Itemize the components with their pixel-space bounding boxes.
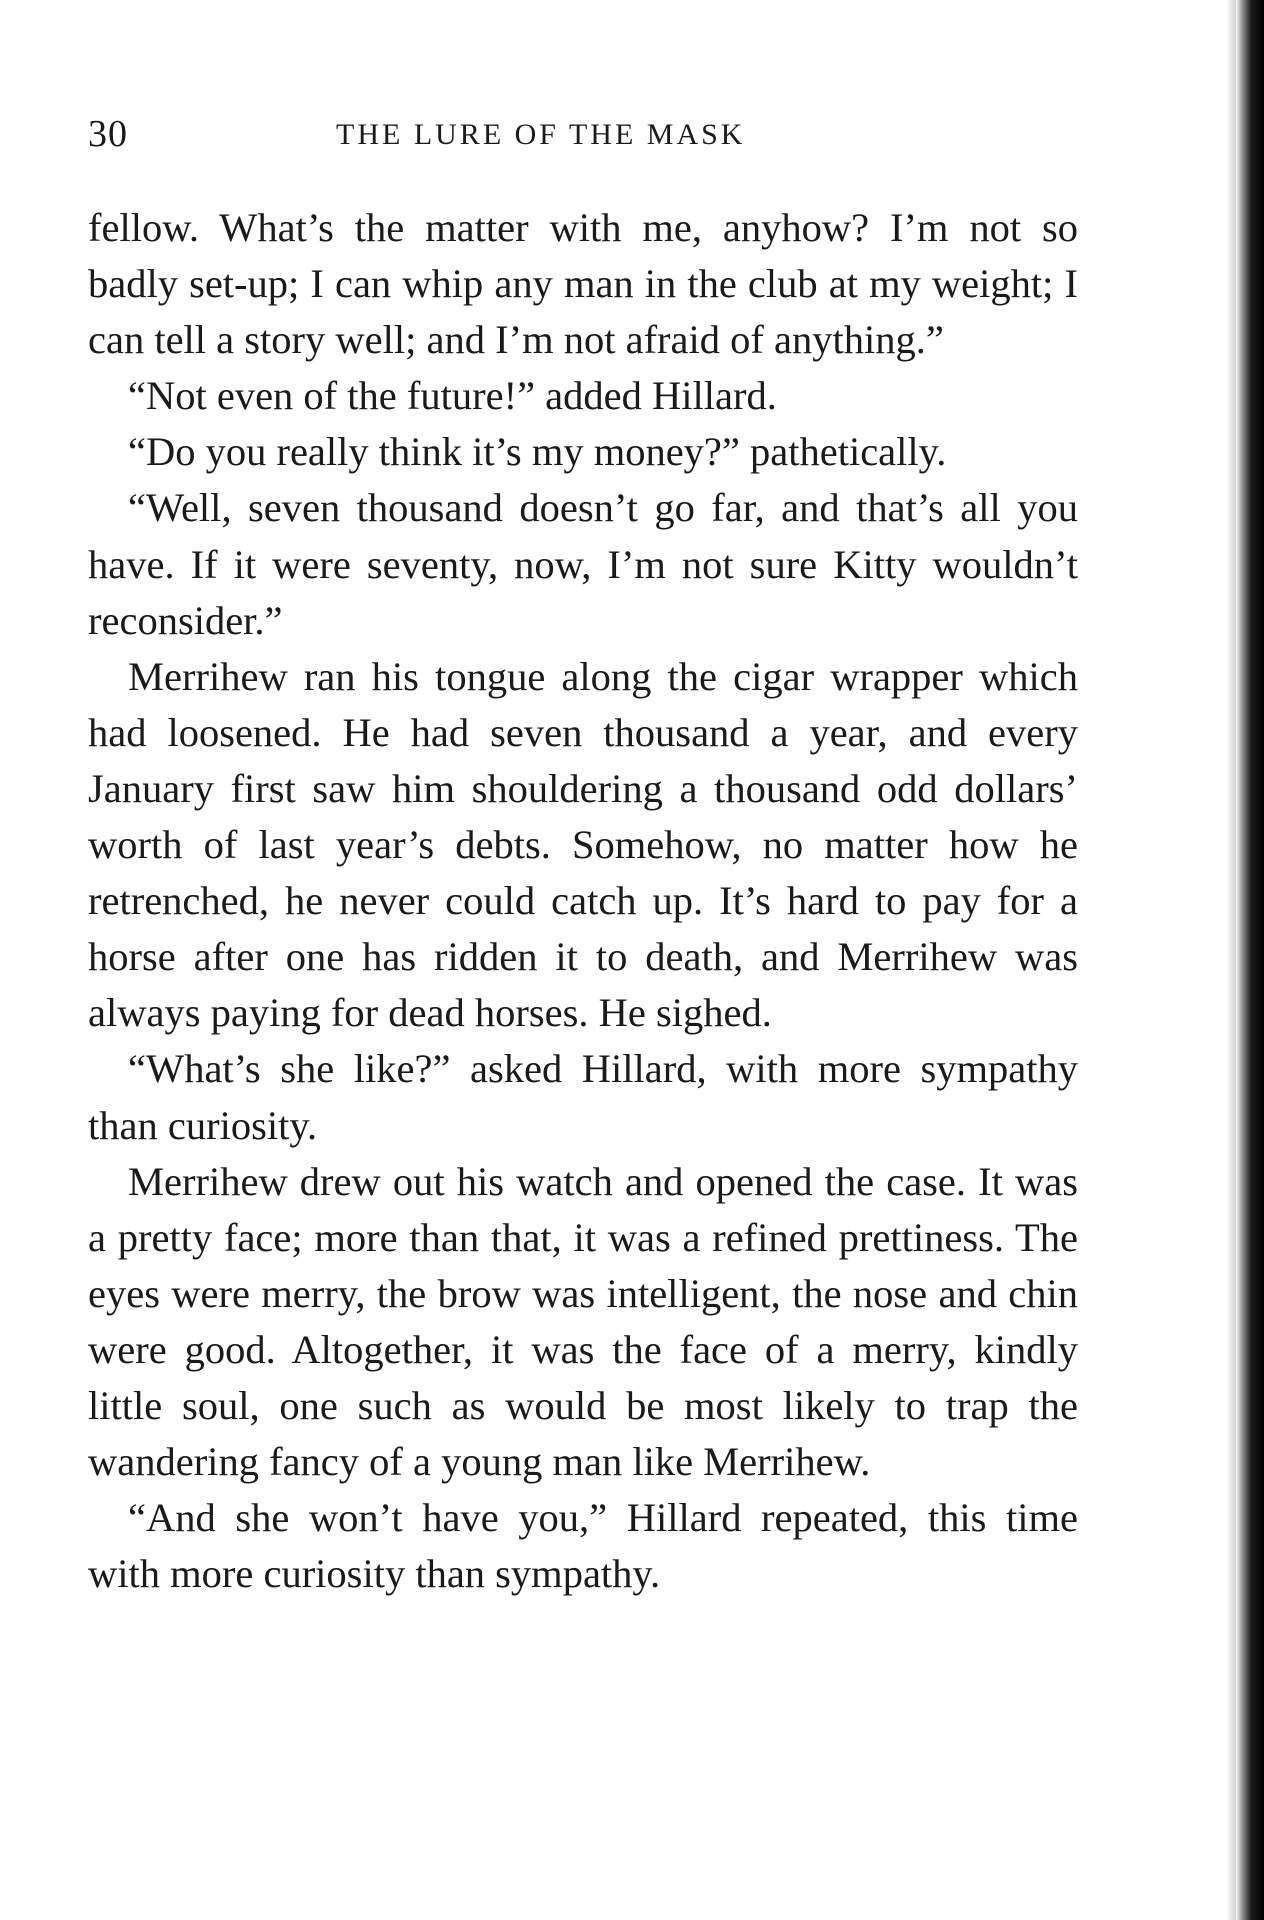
paragraph: Merrihew drew out his watch and opened the case. It was a pretty face; more than that, it was a refined prettiness. The eyes were merry, the brow was intelligent, the nose and chin were good. Altogether, it was the face of a merry, kindly little soul, one such as would be most likely to trap the wandering fancy of a young man like Merrihew. <box>88 1158 1078 1485</box>
page-edge-bar <box>1236 0 1264 1920</box>
paragraph: “Well, seven thousand doesn’t go far, and that’s all you have. If it were seventy, now, I’m not sure Kitty wouldn’t reconsider.” <box>88 485 1078 643</box>
page-number: 30 <box>88 113 128 155</box>
running-title: THE LURE OF THE MASK <box>336 118 746 151</box>
body-text <box>88 200 1078 1602</box>
paragraph: “What’s she like?” asked Hillard, with more sympathy than curiosity. <box>88 1046 1078 1148</box>
page-gutter-shadow <box>1226 0 1236 1920</box>
paragraph: Merrihew ran his tongue along the cigar wrapper which had loosened. He had seven thousand a year, and every January first saw him shouldering a thousand odd dollars’ worth of last year’s debts. Somehow, no matter how he retrenched, he never could catch up. It’s hard to pay for a horse after one has ridden it to death, and Merrihew was always paying for dead horses. He sighed. <box>88 653 1078 1036</box>
paragraph: “Not even of the future!” added Hillard. <box>128 373 777 419</box>
paragraph: fellow. What’s the matter with me, anyhow? I’m not so badly set-up; I can whip any man in the club at my weight; I can tell a story well; and I’m not afraid of anything.” <box>88 205 1078 363</box>
running-header <box>88 112 1078 162</box>
paragraph: “And she won’t have you,” Hillard repeated, this time with more curiosity than sympathy. <box>88 1495 1078 1597</box>
paragraph: “Do you really think it’s my money?” pathetically. <box>128 429 947 475</box>
